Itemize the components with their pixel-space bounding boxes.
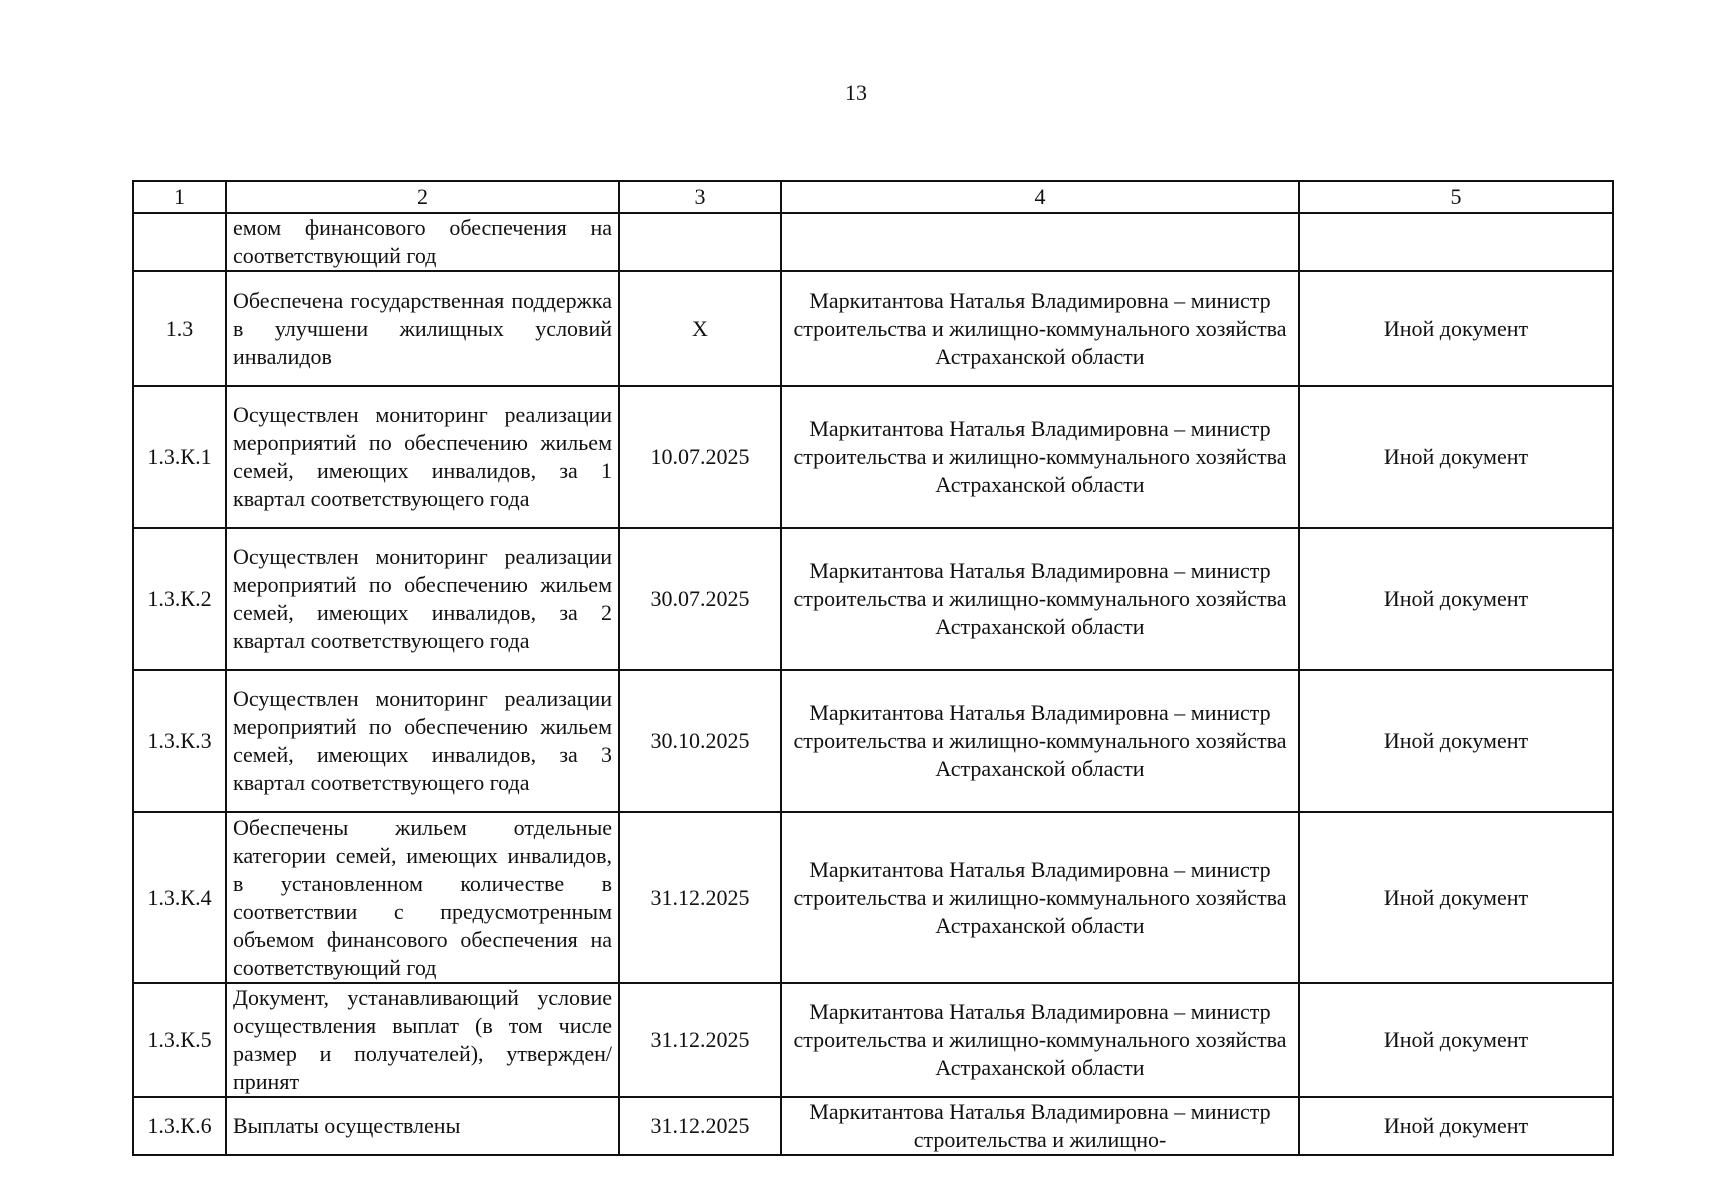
row-responsible: Маркитантова Наталья Владимировна – министр строительства и жилищно-коммунального хозяйства Астраханской области bbox=[781, 983, 1299, 1097]
table-row bbox=[133, 812, 1613, 983]
row-number: 1.3.К.4 bbox=[133, 812, 226, 983]
row-number bbox=[133, 213, 226, 271]
page-number: 13 bbox=[845, 80, 867, 105]
row-description: Осуществлен мониторинг реализации мероприятий по обеспечению жильем семей, имеющих инвалидов, за 2 квартал соответствующего года bbox=[226, 528, 619, 670]
row-number: 1.3 bbox=[133, 271, 226, 386]
row-document-type: Иной документ bbox=[1299, 386, 1613, 528]
table-row bbox=[133, 670, 1613, 812]
row-description: Выплаты осуществлены bbox=[226, 1097, 619, 1155]
column-header: 3 bbox=[619, 181, 781, 213]
column-header: 5 bbox=[1299, 181, 1613, 213]
row-document-type: Иной документ bbox=[1299, 670, 1613, 812]
row-date: 30.10.2025 bbox=[619, 670, 781, 812]
row-number: 1.3.К.5 bbox=[133, 983, 226, 1097]
row-responsible: Маркитантова Наталья Владимировна – министр строительства и жилищно-коммунального хозяйства Астраханской области bbox=[781, 812, 1299, 983]
row-document-type: Иной документ bbox=[1299, 528, 1613, 670]
row-responsible: Маркитантова Наталья Владимировна – министр строительства и жилищно-коммунального хозяйства Астраханской области bbox=[781, 386, 1299, 528]
column-header: 4 bbox=[781, 181, 1299, 213]
row-date: 30.07.2025 bbox=[619, 528, 781, 670]
plan-table bbox=[132, 180, 1614, 1156]
table-row bbox=[133, 386, 1613, 528]
row-number: 1.3.К.6 bbox=[133, 1097, 226, 1155]
row-description: Документ, устанавливающий условие осуществления выплат (в том числе размер и получателей), утвержден/принят bbox=[226, 983, 619, 1097]
row-date: 31.12.2025 bbox=[619, 812, 781, 983]
row-number: 1.3.К.1 bbox=[133, 386, 226, 528]
row-document-type: Иной документ bbox=[1299, 271, 1613, 386]
row-number: 1.3.К.2 bbox=[133, 528, 226, 670]
row-document-type: Иной документ bbox=[1299, 983, 1613, 1097]
table-row bbox=[133, 1097, 1613, 1155]
row-responsible: Маркитантова Наталья Владимировна – министр строительства и жилищно-коммунального хозяйства Астраханской области bbox=[781, 670, 1299, 812]
row-responsible: Маркитантова Наталья Владимировна – министр строительства и жилищно-коммунального хозяйства Астраханской области bbox=[781, 271, 1299, 386]
row-responsible: Маркитантова Наталья Владимировна – министр строительства и жилищно- bbox=[781, 1097, 1299, 1155]
row-date: 31.12.2025 bbox=[619, 1097, 781, 1155]
table-row bbox=[133, 528, 1613, 670]
row-description: Осуществлен мониторинг реализации мероприятий по обеспечению жильем семей, имеющих инвалидов, за 3 квартал соответствующего года bbox=[226, 670, 619, 812]
table-row bbox=[133, 271, 1613, 386]
row-responsible: Маркитантова Наталья Владимировна – министр строительства и жилищно-коммунального хозяйства Астраханской области bbox=[781, 528, 1299, 670]
row-description: Осуществлен мониторинг реализации мероприятий по обеспечению жильем семей, имеющих инвалидов, за 1 квартал соответствующего года bbox=[226, 386, 619, 528]
row-date: 31.12.2025 bbox=[619, 983, 781, 1097]
row-document-type bbox=[1299, 213, 1613, 271]
row-date: 10.07.2025 bbox=[619, 386, 781, 528]
row-description: Обеспечена государственная поддержка в улучшени жилищных условий инвалидов bbox=[226, 271, 619, 386]
row-date: X bbox=[619, 271, 781, 386]
table-row bbox=[133, 983, 1613, 1097]
column-header: 1 bbox=[133, 181, 226, 213]
row-responsible bbox=[781, 213, 1299, 271]
column-header: 2 bbox=[226, 181, 619, 213]
row-document-type: Иной документ bbox=[1299, 1097, 1613, 1155]
row-date bbox=[619, 213, 781, 271]
row-document-type: Иной документ bbox=[1299, 812, 1613, 983]
row-description: емом финансового обеспечения на соответствующий год bbox=[226, 213, 619, 271]
row-number: 1.3.К.3 bbox=[133, 670, 226, 812]
table-row bbox=[133, 213, 1613, 271]
table-header-row bbox=[133, 181, 1613, 213]
row-description: Обеспечены жильем отдельные категории семей, имеющих инвалидов, в установленном количестве в соответствии с предусмотренным объемом финансового обеспечения на соответствующий год bbox=[226, 812, 619, 983]
